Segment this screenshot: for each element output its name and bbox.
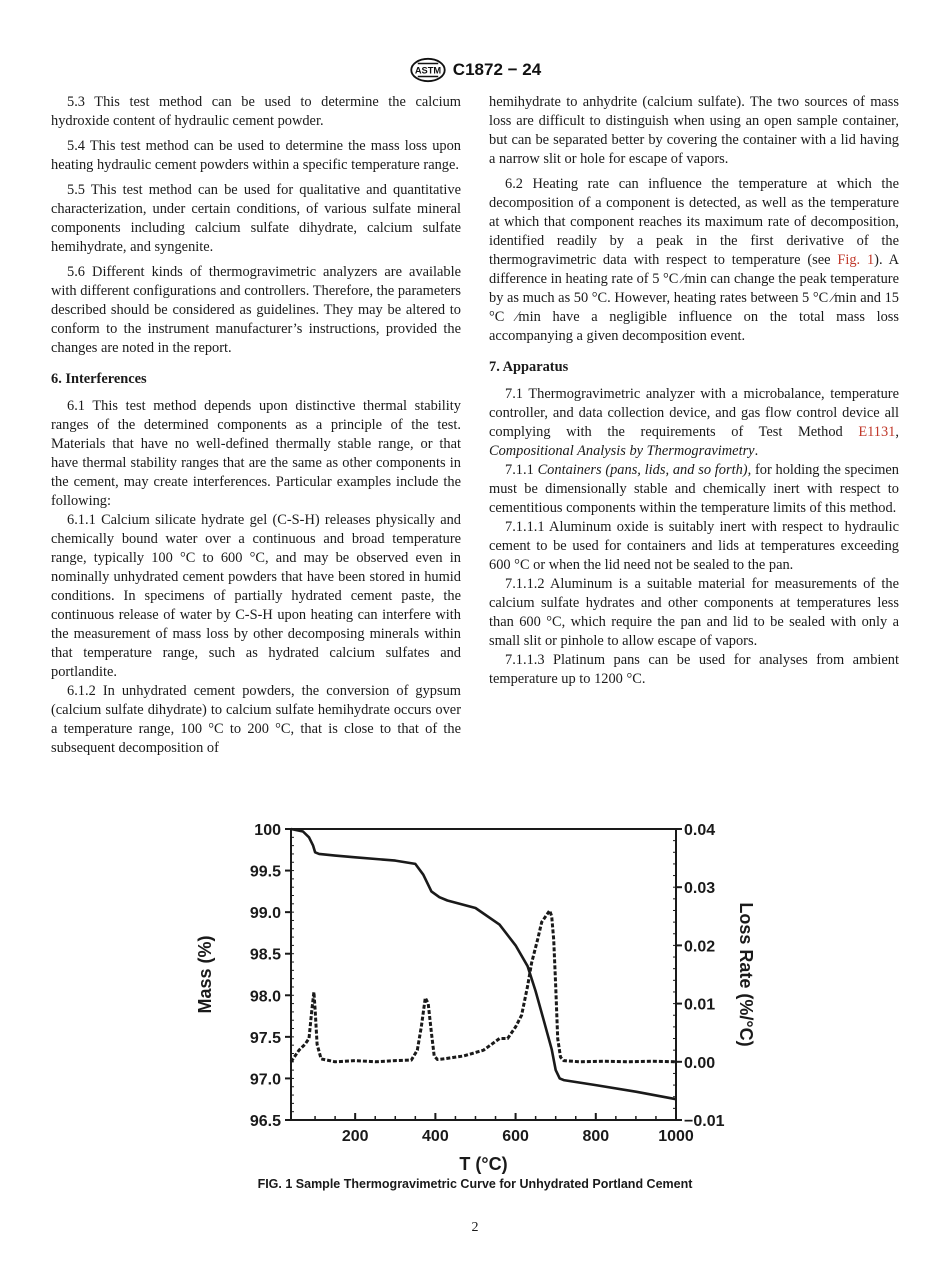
paragraph-6-1-2: 6.1.2 In unhydrated cement powders, the conversion of gypsum (calcium sulfate dihydrate) to calcium sulfate hemihydrate occurs over a temperature range, 100 °C to 200 °C, that is close to that of the subsequent decomposition of — [51, 683, 461, 756]
x-tick-label: 200 — [341, 1128, 369, 1145]
e1131-link[interactable]: E1131 — [858, 424, 896, 440]
y2-tick-label: 0.00 — [684, 1054, 716, 1072]
x-tick-label: 600 — [502, 1128, 529, 1145]
paragraph-7-1-1-2: 7.1.1.2 Aluminum is a suitable material for measurements of the calcium sulfate hydrates and other components at temperatures less than 600 °C, which require the pan and lid to be sealed with only a small slit or pinhole to allow escape of vapors. — [489, 576, 899, 649]
paragraph-6-2-text-a: 6.2 Heating rate can influence the temperature at which the decomposition of a component is detected, as well as the temperature at which that component reaches its maximum rate of decomposition, identified readily by a peak in the first derivative of the thermogravimetric data with respect to temperature (see — [489, 176, 899, 268]
y-tick-label: 96.5 — [249, 1113, 281, 1130]
loss-rate-series — [291, 911, 676, 1062]
axis-ticks — [250, 822, 725, 1145]
paragraph-6-2 — [489, 175, 899, 346]
section-7-heading: 7. Apparatus — [489, 359, 569, 375]
x-tick-label: 1000 — [658, 1128, 694, 1145]
paragraph-6-1-2-continued: hemihydrate to anhydrite (calcium sulfate). The two sources of mass loss are difficult to distinguish when using an open sample container, but can be separated better by covering the container with a lid having a narrow slit or hole for escape of vapors. — [489, 94, 899, 167]
y-tick-label: 99.5 — [249, 863, 281, 881]
chart-series — [291, 829, 676, 1099]
paragraph-7-1-1 — [489, 461, 899, 518]
y-tick-label: 97.5 — [249, 1029, 281, 1047]
y2-tick-label: 0.02 — [684, 938, 716, 956]
paragraph-7-1-text: 7.1 Thermogravimetric analyzer with a microbalance, temperature controller, and data collection device, and gas flow control device all complying with the requirements of Test Method — [489, 386, 899, 440]
paragraph-5-5: 5.5 This test method can be used for qualitative and quantitative characterization, under certain conditions, of various sulfate mineral components including calcium sulfate dihydrate, calcium sulfate hemihydrate, and syngenite. — [51, 182, 461, 255]
fig-1-link[interactable]: Fig. 1 — [837, 252, 875, 268]
y2-axis-title: Loss Rate (%/°C) — [736, 902, 756, 1047]
paragraph-7-1-1-1: 7.1.1.1 Aluminum oxide is suitably inert with respect to hydraulic cement to be used for containers and lids at temperatures exceeding 600 °C or when the lid need not be sealed to the pan. — [489, 519, 899, 573]
page-header — [0, 56, 950, 84]
y-tick-label: 98.0 — [249, 988, 281, 1006]
paragraph-5-6: 5.6 Different kinds of thermogravimetric analyzers are available with different configurations and controllers. Therefore, the parameters described should be considered as guidelines. They may be altered to conform to the instrument manufacturer’s instructions, provided the changes are noted in the report. — [51, 264, 461, 356]
y-tick-label: 99.0 — [249, 905, 281, 923]
paragraph-7-1-end: . — [754, 443, 759, 459]
tga-chart — [185, 812, 765, 1182]
page-number: 2 — [471, 1220, 479, 1235]
plot-frame — [291, 829, 676, 1120]
right-column — [489, 93, 899, 689]
svg-text:ASTM: ASTM — [414, 65, 441, 76]
e1131-title: Compositional Analysis by Thermogravimetry — [489, 443, 755, 459]
paragraph-5-4: 5.4 This test method can be used to determine the mass loss upon heating hydraulic cement powders within a specific temperature range. — [51, 138, 461, 173]
y2-tick-label: 0.01 — [684, 996, 716, 1014]
paragraph-5-3: 5.3 This test method can be used to determine the calcium hydroxide content of hydraulic cement powder. — [51, 94, 461, 129]
x-axis-title: T (°C) — [459, 1154, 508, 1174]
paragraph-7-1 — [489, 385, 899, 461]
paragraph-6-2-text-b: ). A difference in heating rate of 5 °C ⁄min can change the peak temperature by as much as 50 °C. However, heating rates between 5 °C ⁄min and 15 °C ⁄min have a negligible influence on the total mass loss accompanying a given decomposition event. — [489, 252, 899, 344]
y2-tick-label: 0.03 — [684, 880, 716, 898]
standard-designation: C1872 − 24 — [452, 60, 542, 79]
y2-tick-label: −0.01 — [684, 1113, 725, 1130]
figure-1 — [185, 812, 765, 1182]
paragraph-7-1-1-number: 7.1.1 — [505, 462, 538, 478]
y-tick-label: 98.5 — [249, 946, 281, 964]
section-6-heading: 6. Interferences — [51, 371, 147, 387]
plot-border — [291, 829, 676, 1120]
paragraph-6-1-1: 6.1.1 Calcium silicate hydrate gel (C-S-H) releases physically and chemically bound water over a continuous and broad temperature range, typically 100 °C to 600 °C, and may be observed even in nominally unhydrated cement powders that have been stored in humid conditions. In specimens of partially hydrated cement paste, the continuous release of water by C-S-H upon heating can interfere with the measurement of mass loss by other decomposing minerals within that temperature range, such as hydrated calcium sulfates and portlandite. — [51, 512, 461, 680]
figure-caption: FIG. 1 Sample Thermogravimetric Curve for Unhydrated Portland Cement — [257, 1177, 693, 1191]
astm-logo — [409, 57, 447, 83]
mass-series — [291, 829, 676, 1099]
paragraph-7-1-1-3: 7.1.1.3 Platinum pans can be used for analyses from ambient temperature up to 1200 °C. — [489, 652, 899, 687]
paragraph-7-1-1-text: for holding the specimen must be dimensionally stable and chemically inert with respect to cementitious components within the temperature limits of this method. — [489, 462, 899, 516]
x-tick-label: 400 — [422, 1128, 449, 1145]
y-axis-title: Mass (%) — [195, 935, 215, 1014]
paragraph-7-1-1-italic: Containers (pans, lids, and so forth), — [537, 462, 752, 478]
y-tick-label: 97.0 — [249, 1071, 281, 1089]
paragraph-6-1: 6.1 This test method depends upon distinctive thermal stability ranges of the determined components as a principle of the test. Materials that have no well-defined thermally stable range, or that have thermal stability ranges that are the same as other components in the cement, may create interferences. Particular examples include the following: — [51, 398, 461, 509]
paragraph-7-1-separator: , — [895, 424, 899, 440]
left-column — [51, 93, 461, 758]
y2-tick-label: 0.04 — [684, 822, 716, 839]
y-tick-label: 100 — [254, 822, 281, 839]
x-tick-label: 800 — [582, 1128, 610, 1145]
